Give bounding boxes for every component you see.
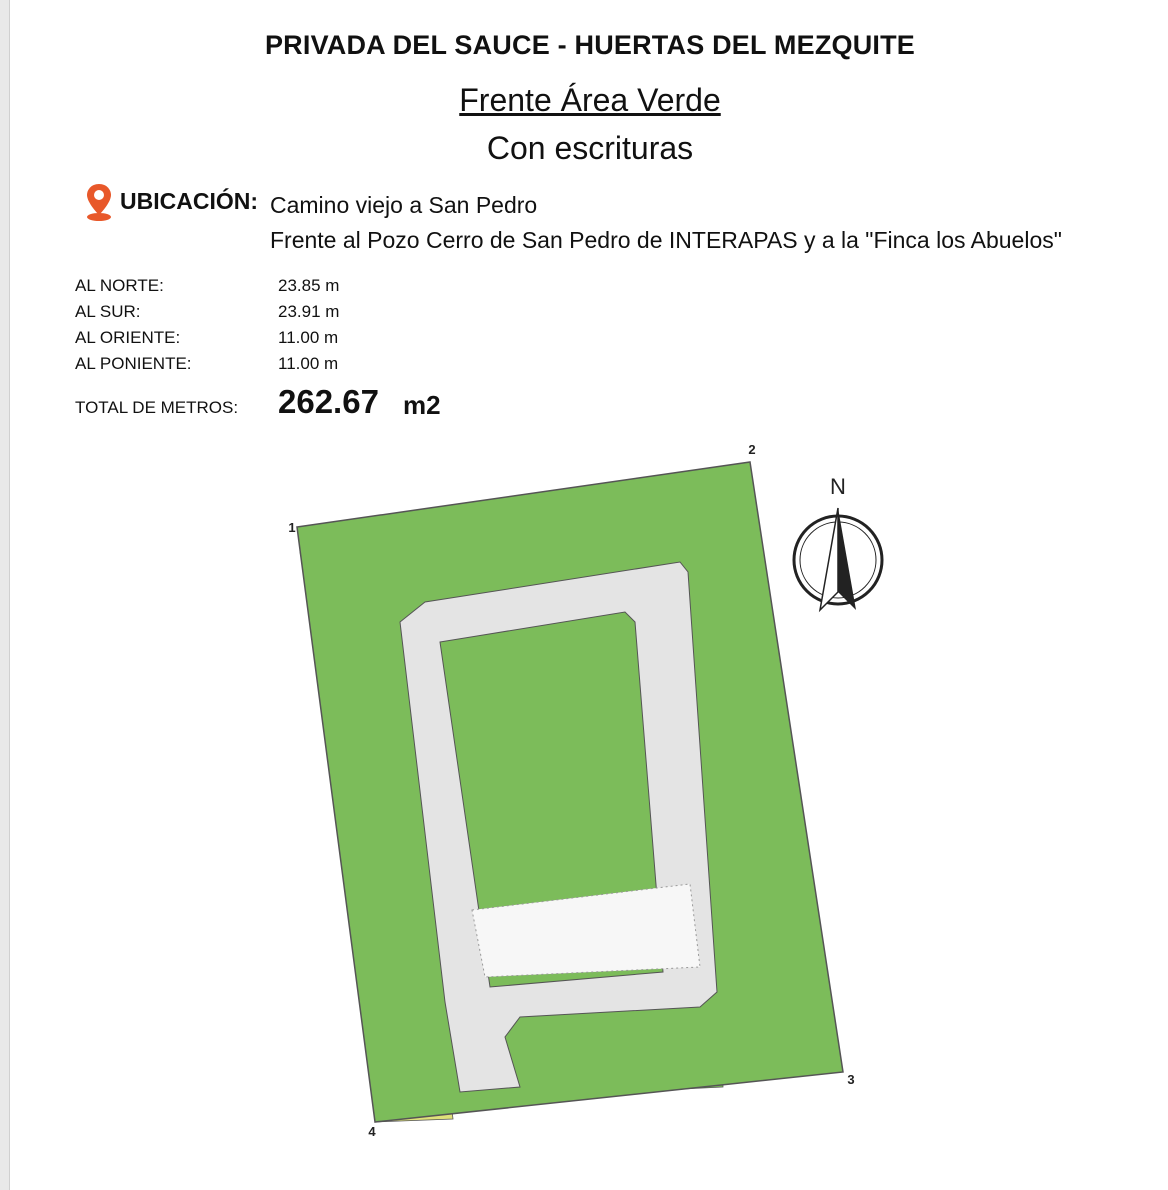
measure-label-west: AL PONIENTE: [75,354,192,373]
page-subtitle-2: Con escrituras [486,130,694,166]
page-edge-line [9,0,10,1190]
page-edge [0,0,9,1190]
measure-label-north: AL NORTE: [75,276,164,295]
north-label: N [830,474,846,499]
measure-label-south: AL SUR: [75,302,141,321]
measure-label-east: AL ORIENTE: [75,328,181,347]
corner-3-label: 3 [847,1072,855,1087]
measure-value-east: 11.00 m [278,328,339,347]
subdivision-plan [280,432,900,1152]
measure-value-west: 11.00 m [278,354,339,373]
corner-1-label: 1 [288,520,296,535]
measure-value-south: 23.91 m [278,302,340,321]
corner-2-label: 2 [748,442,756,457]
total-label: TOTAL DE METROS: [75,398,239,417]
total-value: 262.67 [278,383,379,420]
location-label: UBICACIÓN: [120,188,258,214]
corner-4-label: 4 [368,1124,376,1139]
page-subtitle: Frente Área Verde [459,82,721,118]
page-title: PRIVADA DEL SAUCE - HUERTAS DEL MEZQUITE [264,30,916,60]
total-unit: m2 [403,390,441,420]
location-pin-icon [84,182,114,222]
location-line-1: Camino viejo a San Pedro [270,192,538,218]
measure-value-north: 23.85 m [278,276,340,295]
location-line-2: Frente al Pozo Cerro de San Pedro de INTERAPAS y a la "Finca los Abuelos" [270,227,1062,253]
north-compass-icon [794,474,882,610]
